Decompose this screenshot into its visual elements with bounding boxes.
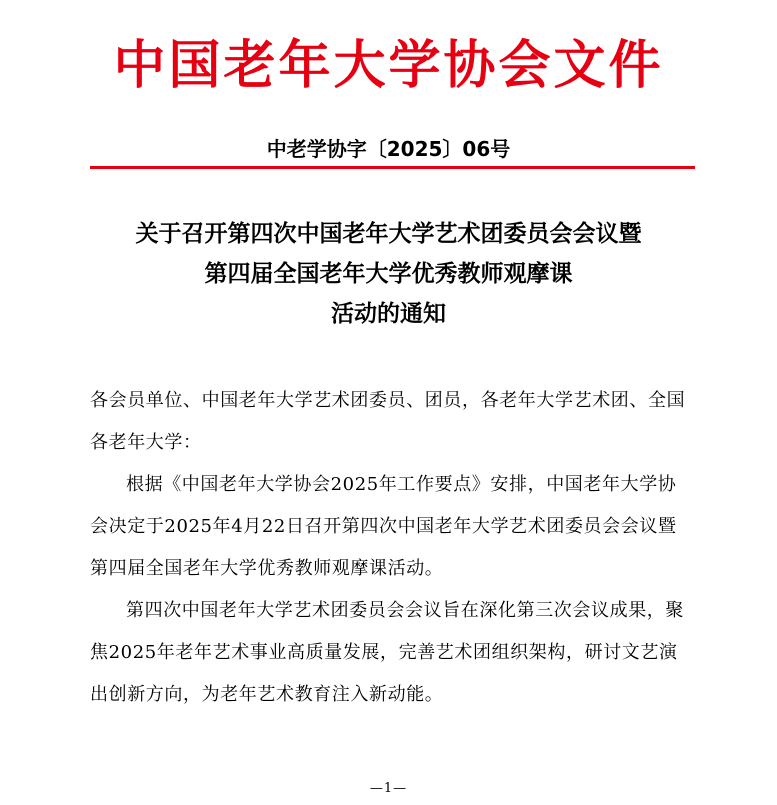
notice-title	[60, 214, 717, 334]
notice-title-line-1: 关于召开第四次中国老年大学艺术团委员会会议暨	[135, 221, 642, 247]
document-number: 中老学协字〔2025〕06号	[266, 137, 511, 161]
body-paragraph-1: 根据《中国老年大学协会2025年工作要点》安排，中国老年大学协会决定于2025年4月22日召开第四次中国老年大学艺术团委员会会议暨第四届全国老年大学优秀教师观摩课活动。	[90, 474, 677, 579]
notice-title-line-2: 第四届全国老年大学优秀教师观摩课	[204, 261, 573, 287]
salutation: 各会员单位、中国老年大学艺术团委员、团员，各老年大学艺术团、全国各老年大学：	[90, 390, 686, 453]
notice-title-line-3: 活动的通知	[331, 301, 446, 327]
org-document-title: 中国老年大学协会文件	[113, 35, 664, 96]
red-divider-line	[90, 166, 695, 169]
body-paragraph-2: 第四次中国老年大学艺术团委员会会议旨在深化第三次会议成果，聚焦2025年老年艺术事业高质量发展，完善艺术团组织架构，研讨文艺演出创新方向，为老年艺术教育注入新动能。	[90, 600, 684, 705]
document-body	[90, 380, 688, 716]
page-number: —1—	[369, 781, 408, 796]
